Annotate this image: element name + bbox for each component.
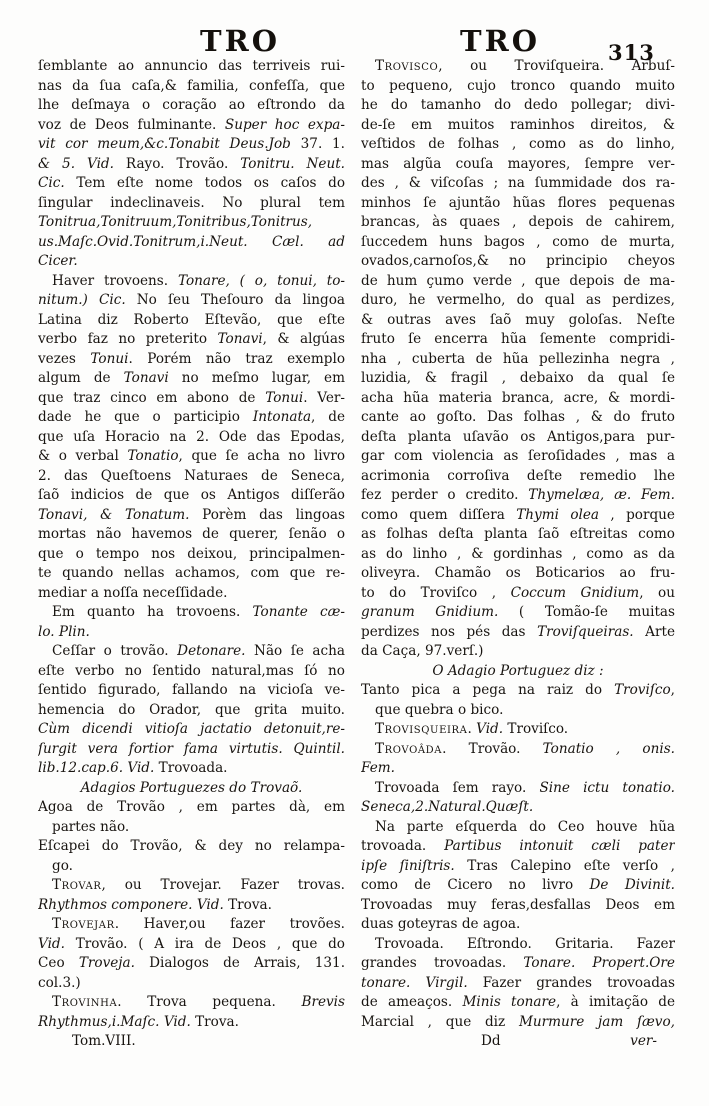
text-segment: Trovoada. — [158, 760, 228, 776]
text-segment: Ceo — [38, 955, 79, 971]
text-line — [361, 272, 675, 292]
text-columns — [38, 57, 675, 1052]
page-number: 313 — [608, 40, 655, 65]
text-segment: Eſcapei do Trovão, & dey no relampa- — [38, 838, 345, 854]
text-segment: , ou — [639, 584, 675, 601]
text-segment: de hum çumo verde , que depois de ma- — [361, 272, 675, 289]
text-line — [38, 974, 345, 994]
text-segment: ſuccedem huns bagos , como de murta, — [361, 233, 675, 250]
text-segment: ipſe ſiniſtris. — [361, 857, 468, 874]
text-segment: Cic. — [38, 175, 77, 191]
text-line — [361, 174, 675, 194]
text-line — [361, 584, 675, 604]
text-line — [361, 623, 675, 643]
text-segment: partes não. — [52, 818, 130, 835]
text-line — [38, 272, 345, 292]
text-segment: fez perder o credito. — [361, 487, 529, 503]
text-segment: hemencia do Orador, que grita muito. — [38, 701, 345, 718]
text-segment: & outras aves ſaõ muy goloſas. Neſte — [361, 311, 675, 328]
text-segment: duas goteyras de agoa. — [361, 916, 521, 932]
text-segment: que quebra o bico. — [375, 701, 504, 718]
text-line — [38, 447, 345, 467]
text-segment: Murmure jam ſævo, — [518, 1013, 675, 1030]
text-segment: . Porém não traz exemplo — [128, 350, 345, 367]
text-segment: , — [670, 682, 675, 698]
text-line — [38, 818, 345, 838]
text-line — [38, 662, 345, 682]
text-segment: Trovisqueira — [375, 721, 468, 737]
text-line — [38, 857, 345, 877]
text-line — [361, 233, 675, 253]
text-line — [38, 603, 345, 623]
text-line — [361, 252, 675, 272]
text-segment: Thymelæa, æ. Fem. — [528, 487, 675, 503]
text-line — [361, 311, 675, 331]
text-segment: , de — [311, 409, 345, 425]
text-segment: minhos ſe ajuntão hũas flores pequenas — [361, 194, 675, 211]
text-segment: , ou Troviſqueira. — [438, 58, 632, 74]
text-line — [38, 116, 345, 136]
text-line — [38, 564, 345, 584]
text-segment: Coccum Gnidium — [510, 584, 640, 601]
text-segment: Tem eſte nome todos os caſos do — [76, 175, 345, 191]
text-segment: Porèm das lingoas — [202, 506, 345, 523]
text-segment: veſtidos de folhas , como as do linho, — [361, 136, 675, 152]
text-segment: Cùm dicendi vitioſa jactatio detonuit,re- — [38, 721, 345, 737]
text-segment: Latina diz Roberto Eſtevão, que eſte — [38, 311, 345, 328]
text-segment: ſemblante ao annuncio das terriveis rui- — [38, 58, 345, 74]
text-line — [361, 662, 675, 682]
text-line — [38, 935, 345, 955]
text-line — [361, 213, 675, 233]
text-segment: Troviſqueiras. — [537, 623, 646, 640]
text-segment: Tonitru. Neut. — [240, 155, 345, 172]
text-segment: Tonare, ( o, tonui, to- — [177, 272, 345, 289]
text-segment: ſaõ indicios de que os Antigos diſſerão — [38, 487, 345, 503]
text-segment: te quando nellas achamos, com que re- — [38, 565, 345, 581]
text-segment: Troviſco — [614, 682, 671, 698]
text-line — [361, 467, 675, 487]
text-line — [38, 545, 345, 565]
text-line — [38, 233, 345, 253]
text-segment: Trovoada ſem rayo. — [375, 779, 540, 796]
text-segment: Sine ictu tonatio. — [539, 779, 675, 796]
text-line — [38, 174, 345, 194]
text-segment: ovados,carnoſos,& no principio cheyos — [361, 253, 675, 269]
text-segment: Tonatio , onis. — [542, 740, 675, 757]
text-line — [361, 77, 675, 97]
text-line — [38, 428, 345, 448]
text-segment: vit cor meum,&c.Tonabit Deus.Job — [38, 136, 301, 152]
text-line — [38, 896, 345, 916]
text-segment: Tonare. Propert.Ore — [523, 955, 675, 971]
text-line — [361, 447, 675, 467]
text-line — [361, 486, 675, 506]
text-segment: Intonata — [252, 409, 312, 425]
text-segment: Trovoada. Eſtrondo. Gritaria. Fazer — [375, 935, 675, 952]
text-segment: da Caça, 97.verſ.) — [361, 643, 484, 659]
text-line — [38, 369, 345, 389]
text-line — [38, 720, 345, 740]
text-segment: , que ſe acha no livro — [178, 448, 345, 464]
text-line — [361, 389, 675, 409]
text-segment: acrimonia corroſiva deſte remedio lhe — [361, 467, 675, 484]
text-segment: Trova. — [228, 896, 272, 913]
text-segment: ver- — [630, 1033, 657, 1049]
text-line — [361, 818, 675, 838]
text-segment: lhe deſmaya o coração ao eſtrondo da — [38, 97, 345, 113]
text-line — [38, 252, 345, 272]
text-segment: Vid. — [127, 760, 159, 776]
text-segment: Dd — [481, 1033, 501, 1049]
text-segment: nas da ſua caſa,& familia, confeſſa, que — [38, 77, 345, 94]
text-segment: 2. das Queſtoens Naturaes de Seneca, — [38, 467, 345, 484]
left-column — [38, 57, 345, 1052]
text-segment: . Trovão. — [442, 740, 543, 757]
text-segment: Tonui — [90, 350, 129, 367]
text-segment: verbo faz no preterito — [38, 331, 218, 347]
text-segment: que traz cinco em abono de — [38, 389, 266, 406]
text-segment: Thymi olea — [516, 506, 599, 523]
text-segment: O Adagio Portuguez diz : — [432, 662, 604, 679]
text-segment: Troviſco. — [507, 721, 569, 737]
text-segment: Tanto pica a pega na raiz do — [361, 682, 615, 698]
text-segment: lib.12.cap.6. — [38, 760, 128, 776]
text-segment: luzidia, & fragil , debaixo da qual ſe — [361, 370, 675, 386]
text-segment: Fazer grandes trovoadas — [482, 974, 675, 991]
text-line — [361, 779, 675, 799]
text-line — [38, 155, 345, 175]
text-line — [38, 330, 345, 350]
text-segment: Super hoc expa- — [224, 116, 345, 133]
text-line — [361, 681, 675, 701]
text-segment: Partibus intonuit cæli pater — [444, 838, 675, 854]
text-segment: Minis tonare — [462, 994, 557, 1010]
text-segment: Rhythmos componere. Vid. — [38, 896, 229, 913]
text-line — [38, 350, 345, 370]
text-segment: Trovoâda — [375, 740, 443, 757]
text-line — [38, 642, 345, 662]
text-line — [361, 915, 675, 935]
text-segment: 37. 1. — [300, 136, 345, 152]
text-segment: Trovoadas muy feras,desfallas Deos em — [361, 896, 675, 913]
text-line — [38, 506, 345, 526]
text-segment: gar com violencia as ſeroſidades , mas a — [361, 448, 675, 464]
text-segment: Tonitrua,Tonitruum,Tonitribus,Tonitrus, — [38, 214, 313, 230]
text-segment: go. — [52, 857, 73, 874]
text-segment: Trovar — [52, 877, 102, 893]
text-segment: ſentido figurado, fallando na vicioſa ve- — [38, 682, 345, 698]
text-segment: Tonante cæ- — [252, 604, 345, 620]
text-segment: mas algũa couſa mayores, ſempre ver- — [361, 155, 675, 172]
text-line — [361, 1013, 675, 1033]
text-segment: No ſeu Theſouro da lingoa — [136, 292, 345, 308]
text-segment: Marcial , que diz — [361, 1013, 519, 1030]
text-line — [361, 974, 675, 994]
text-segment: Brevis — [301, 994, 345, 1010]
text-line — [361, 350, 675, 370]
text-segment: Na parte eſquerda do Ceo houve hũa — [375, 818, 675, 835]
text-line — [38, 681, 345, 701]
text-segment: algum de — [38, 370, 124, 386]
text-segment: Vid. — [476, 721, 508, 737]
text-segment: Vid. — [38, 935, 76, 952]
text-segment: lo. Plin. — [38, 623, 90, 640]
text-line — [361, 993, 675, 1013]
text-line — [361, 545, 675, 565]
text-segment: trovoada. — [361, 838, 445, 854]
text-line — [361, 857, 675, 877]
text-line — [38, 525, 345, 545]
text-line — [38, 194, 345, 214]
text-line — [38, 759, 345, 779]
text-segment: duro, he vermelho, do qual as perdizes, — [361, 292, 675, 308]
text-segment: & 5. Vid. — [38, 155, 126, 172]
text-line — [38, 837, 345, 857]
text-segment: . Ver- — [303, 389, 345, 406]
text-line — [361, 1032, 675, 1052]
text-line — [361, 837, 675, 857]
text-segment: oliveyra. Chamão os Boticarios ao fru- — [361, 565, 675, 581]
text-line — [361, 135, 675, 155]
text-segment: Trovinha — [52, 994, 118, 1010]
text-line — [38, 993, 345, 1013]
text-segment: De Divinit. — [589, 877, 675, 893]
text-segment: fruto ſe encerra hũa ſemente compridi- — [361, 331, 675, 347]
text-segment: como de Cicero no livro — [361, 877, 590, 893]
text-line — [38, 77, 345, 97]
text-line — [38, 291, 345, 311]
text-line — [38, 96, 345, 116]
text-segment: , porque — [599, 506, 675, 523]
text-line — [361, 954, 675, 974]
text-line — [361, 740, 675, 760]
text-segment: Trova. — [195, 1013, 239, 1030]
text-line — [38, 1013, 345, 1033]
text-segment: de ameaços. — [361, 994, 463, 1010]
text-line — [361, 96, 675, 116]
text-segment: grandes trovoadas. — [361, 955, 524, 971]
text-segment: des , & viſcoſas ; na ſummidade dos ra- — [361, 175, 675, 191]
text-segment: Troveja. — [78, 955, 150, 971]
text-line — [361, 57, 675, 77]
text-line — [361, 525, 675, 545]
text-segment: he do tamanho do dedo pollegar; divi- — [361, 97, 675, 113]
text-segment: Arbuſ- — [631, 58, 675, 74]
text-segment: deſta planta uſavão os Antigos,para pur- — [361, 428, 675, 445]
text-segment: acha hũa materia branca, acre, & mordi- — [361, 389, 675, 406]
text-line — [361, 935, 675, 955]
text-line — [38, 876, 345, 896]
text-segment: , ou Trovejar. Fazer trovas. — [101, 877, 345, 893]
text-segment: Rhythmus,i.Maſc. — [38, 1013, 164, 1030]
running-head-right: TRO — [460, 24, 540, 58]
right-column — [361, 57, 675, 1052]
text-line — [361, 408, 675, 428]
text-segment: to pequeno, cujo tronco quando muito — [361, 77, 675, 94]
text-segment: , & algúas — [262, 331, 345, 347]
text-segment: to do Troviſco , — [361, 584, 511, 601]
text-segment: , à imitação de — [556, 994, 675, 1010]
text-segment: granum Gnidium. — [361, 604, 519, 620]
text-segment: Tom.VIII. — [72, 1033, 136, 1049]
text-segment: tonare. Virgil. — [361, 974, 483, 991]
text-line — [38, 311, 345, 331]
text-segment: Trovisco — [375, 58, 439, 74]
text-segment: Cicer. — [38, 253, 78, 269]
text-line — [38, 1032, 345, 1052]
text-segment: cante ao goſto. Das folhas , & do fruto — [361, 409, 675, 425]
text-segment: Cæl. ad — [271, 233, 345, 250]
text-line — [38, 584, 345, 604]
text-segment: de-ſe em muitos raminhos direitos, & — [361, 116, 675, 133]
text-line — [361, 291, 675, 311]
text-line — [38, 954, 345, 974]
text-line — [361, 642, 675, 662]
text-segment: Detonare. — [177, 643, 255, 659]
text-segment: Fem. — [361, 760, 395, 776]
text-line — [361, 798, 675, 818]
text-line — [361, 896, 675, 916]
text-line — [361, 876, 675, 896]
text-segment: ſingular indeclinaveis. No plural tem — [38, 194, 345, 211]
text-segment: Tonatio — [127, 448, 179, 464]
running-head-left: TRO — [200, 24, 280, 58]
text-segment: que o tempo nos deixou, principalmen- — [38, 545, 345, 562]
text-segment: Vid. — [163, 1013, 196, 1030]
text-segment: brancas, às quaes , depois de cahirem, — [361, 214, 675, 230]
text-segment: eſte verbo no ſentido natural,mas ſó no — [38, 662, 345, 679]
text-segment: Em quanto ha trovoens. — [52, 604, 253, 620]
text-segment: . Trova pequena. — [117, 994, 302, 1010]
text-segment: voz de Deos fulminante. — [38, 116, 225, 133]
text-line — [38, 467, 345, 487]
text-line — [361, 369, 675, 389]
text-segment: ( Tomão-ſe muitas — [518, 604, 675, 620]
text-segment: Tonavi — [217, 331, 263, 347]
text-segment: Tonavi, & Tonatum. — [38, 506, 203, 523]
text-segment: Não ſe acha — [254, 643, 345, 659]
text-line — [361, 116, 675, 136]
text-line — [361, 330, 675, 350]
text-segment: us.Maſc.Ovid.Tonitrum,i.Neut. — [38, 233, 272, 250]
text-line — [38, 486, 345, 506]
text-segment: nitum.) Cic. — [38, 292, 137, 308]
text-line — [38, 135, 345, 155]
text-segment: . — [467, 721, 477, 737]
text-line — [361, 428, 675, 448]
text-segment: & o verbal — [38, 448, 128, 464]
text-segment: as folhas deſta planta ſaõ eſtreitas como — [361, 526, 675, 542]
text-segment: Ceſſar o trovão. — [52, 643, 178, 659]
text-line — [361, 759, 675, 779]
text-segment: col.3.) — [38, 974, 81, 991]
text-segment: Tonui — [265, 389, 304, 406]
text-line — [361, 155, 675, 175]
text-segment: Adagios Portuguezes do Trovaõ. — [80, 779, 303, 796]
text-segment: Tonavi — [123, 370, 169, 386]
text-line — [38, 389, 345, 409]
text-line — [38, 213, 345, 233]
text-segment: Arte — [645, 623, 675, 640]
text-segment: Tras Calepino eſte verſo , — [467, 857, 675, 874]
text-segment: as do linho , & gordinhas , como as da — [361, 545, 675, 562]
text-segment: no meſmo lugar, em — [168, 370, 345, 386]
text-line — [38, 57, 345, 77]
text-segment: Seneca,2.Natural.Quæſt. — [361, 799, 534, 815]
text-segment: Haver trovoens. — [52, 272, 178, 289]
text-line — [38, 701, 345, 721]
text-segment: perdizes nos pés das — [361, 623, 538, 640]
text-segment: . Haver,ou fazer trovões. — [114, 916, 345, 932]
text-segment: dade he que o participio — [38, 409, 253, 425]
text-segment: como quem diſſera — [361, 506, 517, 523]
text-line — [361, 564, 675, 584]
text-segment: nha , cuberta de hũa pellezinha negra , — [361, 350, 675, 367]
text-segment: mortas não havemos de querer, ſenão o — [38, 526, 345, 542]
text-segment: Dialogos de Arrais, 131. — [149, 955, 345, 971]
text-segment: ſurgit vera fortior fama virtutis. Quintil. — [38, 740, 345, 757]
text-segment: Agoa de Trovão , em partes dà, em — [38, 799, 345, 815]
text-line — [361, 720, 675, 740]
text-segment: Trovejar — [52, 916, 115, 932]
text-line — [38, 623, 345, 643]
text-line — [38, 408, 345, 428]
text-line — [361, 194, 675, 214]
text-line — [361, 603, 675, 623]
text-line — [38, 740, 345, 760]
text-line — [38, 798, 345, 818]
text-line — [361, 701, 675, 721]
text-segment: Trovão. ( A ira de Deos , que do — [75, 935, 345, 952]
text-line — [38, 779, 345, 799]
text-segment: mediar a noſſa neceſſidade. — [38, 584, 228, 601]
text-segment: que uſa Horacio na 2. Ode das Epodas, — [38, 428, 345, 445]
text-segment: Rayo. Trovão. — [125, 155, 241, 172]
text-line — [361, 506, 675, 526]
text-line — [38, 915, 345, 935]
text-segment: vezes — [38, 350, 91, 367]
